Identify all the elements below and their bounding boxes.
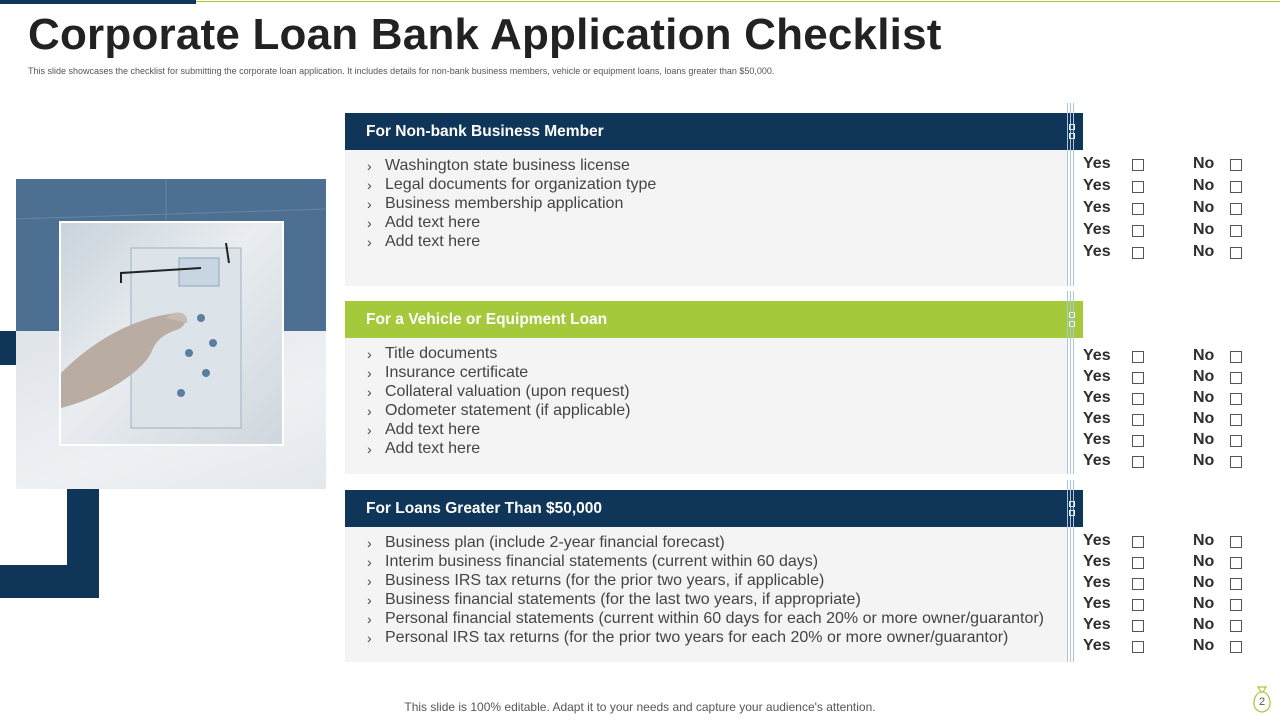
yes-checkbox[interactable] <box>1132 247 1144 259</box>
no-checkbox[interactable] <box>1230 159 1242 171</box>
yes-label: Yes <box>1083 616 1111 633</box>
page-subtitle: This slide showcases the checklist for submitting the corporate loan application. It includes details for non-bank business members, vehicle or equipment loans, loans greater than $50,000. <box>28 66 775 76</box>
chevron-right-icon: › <box>367 157 372 174</box>
chevron-right-icon: › <box>367 364 372 381</box>
section-header: For Non-bank Business Member <box>345 113 1083 150</box>
no-label: No <box>1193 221 1215 238</box>
list-item: › Add text here <box>367 232 481 250</box>
yes-no-row <box>1083 389 1253 410</box>
yes-checkbox[interactable] <box>1132 578 1144 590</box>
yes-checkbox[interactable] <box>1132 393 1144 405</box>
yes-label: Yes <box>1083 243 1111 260</box>
no-label: No <box>1193 243 1215 260</box>
footer-note: This slide is 100% editable. Adapt it to your needs and capture your audience's attention. <box>404 700 876 714</box>
yes-checkbox[interactable] <box>1132 159 1144 171</box>
no-label: No <box>1193 616 1215 633</box>
yes-no-row <box>1083 368 1253 389</box>
yes-checkbox[interactable] <box>1132 203 1144 215</box>
list-item: › Add text here <box>367 213 481 231</box>
no-label: No <box>1193 431 1215 448</box>
list-item: › Add text here <box>367 439 481 457</box>
list-item: › Washington state business license <box>367 156 630 174</box>
answers-section-3 <box>1083 532 1253 658</box>
yes-no-row <box>1083 574 1253 595</box>
top-accent-line <box>196 1 1280 2</box>
section-header: For Loans Greater Than $50,000 <box>345 490 1083 527</box>
chevron-right-icon: › <box>367 402 372 419</box>
decor-navy-corner-horizontal <box>0 565 99 598</box>
no-checkbox[interactable] <box>1230 351 1242 363</box>
list-item: › Legal documents for organization type <box>367 175 657 193</box>
page-number: 2 <box>1258 696 1266 708</box>
list-item: › Business membership application <box>367 194 624 212</box>
yes-no-row <box>1083 243 1253 265</box>
yes-label: Yes <box>1083 199 1111 216</box>
page-number-badge <box>1250 684 1274 714</box>
no-label: No <box>1193 595 1215 612</box>
chevron-right-icon: › <box>367 572 372 589</box>
list-item: › Add text here <box>367 420 481 438</box>
yes-no-row <box>1083 595 1253 616</box>
yes-checkbox[interactable] <box>1132 225 1144 237</box>
chevron-right-icon: › <box>367 629 372 646</box>
chevron-right-icon: › <box>367 383 372 400</box>
list-item: › Interim business financial statements (current within 60 days) <box>367 552 819 570</box>
yes-checkbox[interactable] <box>1132 536 1144 548</box>
no-label: No <box>1193 177 1215 194</box>
chevron-right-icon: › <box>367 176 372 193</box>
divider-lines <box>1067 291 1077 474</box>
no-label: No <box>1193 452 1215 469</box>
yes-checkbox[interactable] <box>1132 599 1144 611</box>
hand-pinning-chart-icon <box>61 223 284 446</box>
yes-label: Yes <box>1083 637 1111 654</box>
yes-no-row <box>1083 616 1253 637</box>
yes-checkbox[interactable] <box>1132 557 1144 569</box>
chevron-right-icon: › <box>367 440 372 457</box>
no-label: No <box>1193 410 1215 427</box>
yes-label: Yes <box>1083 347 1111 364</box>
yes-checkbox[interactable] <box>1132 372 1144 384</box>
page-title: Corporate Loan Bank Application Checklist <box>28 10 942 59</box>
chevron-right-icon: › <box>367 553 372 570</box>
list-item: › Personal IRS tax returns (for the prior two years for each 20% or more owner/guarantor) <box>367 628 1009 646</box>
no-checkbox[interactable] <box>1230 557 1242 569</box>
chevron-right-icon: › <box>367 534 372 551</box>
yes-checkbox[interactable] <box>1132 641 1144 653</box>
no-label: No <box>1193 637 1215 654</box>
divider-lines <box>1067 480 1077 662</box>
yes-no-row <box>1083 155 1253 177</box>
yes-label: Yes <box>1083 452 1111 469</box>
no-label: No <box>1193 347 1215 364</box>
decor-navy-block <box>0 331 16 365</box>
yes-label: Yes <box>1083 155 1111 172</box>
yes-label: Yes <box>1083 389 1111 406</box>
no-checkbox[interactable] <box>1230 393 1242 405</box>
yes-label: Yes <box>1083 221 1111 238</box>
yes-no-row <box>1083 221 1253 243</box>
divider-lines <box>1067 103 1077 286</box>
chevron-right-icon: › <box>367 591 372 608</box>
chevron-right-icon: › <box>367 345 372 362</box>
chevron-right-icon: › <box>367 195 372 212</box>
no-checkbox[interactable] <box>1230 414 1242 426</box>
yes-label: Yes <box>1083 177 1111 194</box>
section-non-bank-member <box>345 113 1083 286</box>
yes-label: Yes <box>1083 595 1111 612</box>
section-body <box>345 150 1067 286</box>
chevron-right-icon: › <box>367 610 372 627</box>
section-body <box>345 338 1067 474</box>
yes-no-row <box>1083 431 1253 452</box>
yes-label: Yes <box>1083 368 1111 385</box>
no-checkbox[interactable] <box>1230 225 1242 237</box>
no-label: No <box>1193 389 1215 406</box>
yes-no-row <box>1083 347 1253 368</box>
chevron-right-icon: › <box>367 233 372 250</box>
yes-checkbox[interactable] <box>1132 620 1144 632</box>
no-label: No <box>1193 574 1215 591</box>
list-item: › Business IRS tax returns (for the prior two years, if applicable) <box>367 571 825 589</box>
yes-no-row <box>1083 532 1253 553</box>
top-accent-bar <box>0 0 196 4</box>
yes-label: Yes <box>1083 431 1111 448</box>
no-checkbox[interactable] <box>1230 372 1242 384</box>
yes-label: Yes <box>1083 410 1111 427</box>
hand-on-board-photo <box>59 221 284 446</box>
no-checkbox[interactable] <box>1230 599 1242 611</box>
yes-checkbox[interactable] <box>1132 351 1144 363</box>
section-loans-over-50000 <box>345 490 1083 662</box>
chevron-right-icon: › <box>367 421 372 438</box>
yes-no-row <box>1083 452 1253 473</box>
yes-checkbox[interactable] <box>1132 414 1144 426</box>
yes-checkbox[interactable] <box>1132 181 1144 193</box>
yes-no-row <box>1083 410 1253 431</box>
no-checkbox[interactable] <box>1230 620 1242 632</box>
yes-no-row <box>1083 637 1253 658</box>
no-checkbox[interactable] <box>1230 536 1242 548</box>
no-checkbox[interactable] <box>1230 578 1242 590</box>
no-label: No <box>1193 199 1215 216</box>
yes-checkbox[interactable] <box>1132 435 1144 447</box>
section-header: For a Vehicle or Equipment Loan <box>345 301 1083 338</box>
list-item: › Personal financial statements (current within 60 days for each 20% or more owner/guarantor) <box>367 609 1044 627</box>
yes-no-row <box>1083 199 1253 221</box>
no-checkbox[interactable] <box>1230 641 1242 653</box>
no-label: No <box>1193 553 1215 570</box>
no-checkbox[interactable] <box>1230 435 1242 447</box>
no-checkbox[interactable] <box>1230 456 1242 468</box>
no-label: No <box>1193 155 1215 172</box>
answers-section-2 <box>1083 347 1253 473</box>
list-item: › Insurance certificate <box>367 363 529 381</box>
no-checkbox[interactable] <box>1230 247 1242 259</box>
yes-label: Yes <box>1083 574 1111 591</box>
no-checkbox[interactable] <box>1230 203 1242 215</box>
list-item: › Business financial statements (for the last two years, if appropriate) <box>367 590 861 608</box>
list-item: › Business plan (include 2-year financial forecast) <box>367 533 725 551</box>
yes-label: Yes <box>1083 532 1111 549</box>
yes-checkbox[interactable] <box>1132 456 1144 468</box>
no-label: No <box>1193 368 1215 385</box>
yes-label: Yes <box>1083 553 1111 570</box>
section-vehicle-equipment-loan <box>345 301 1083 474</box>
list-item: › Title documents <box>367 344 498 362</box>
yes-no-row <box>1083 553 1253 574</box>
no-label: No <box>1193 532 1215 549</box>
list-item: › Odometer statement (if applicable) <box>367 401 631 419</box>
answers-section-1 <box>1083 155 1253 265</box>
list-item: › Collateral valuation (upon request) <box>367 382 630 400</box>
section-body <box>345 527 1067 662</box>
no-checkbox[interactable] <box>1230 181 1242 193</box>
chevron-right-icon: › <box>367 214 372 231</box>
yes-no-row <box>1083 177 1253 199</box>
